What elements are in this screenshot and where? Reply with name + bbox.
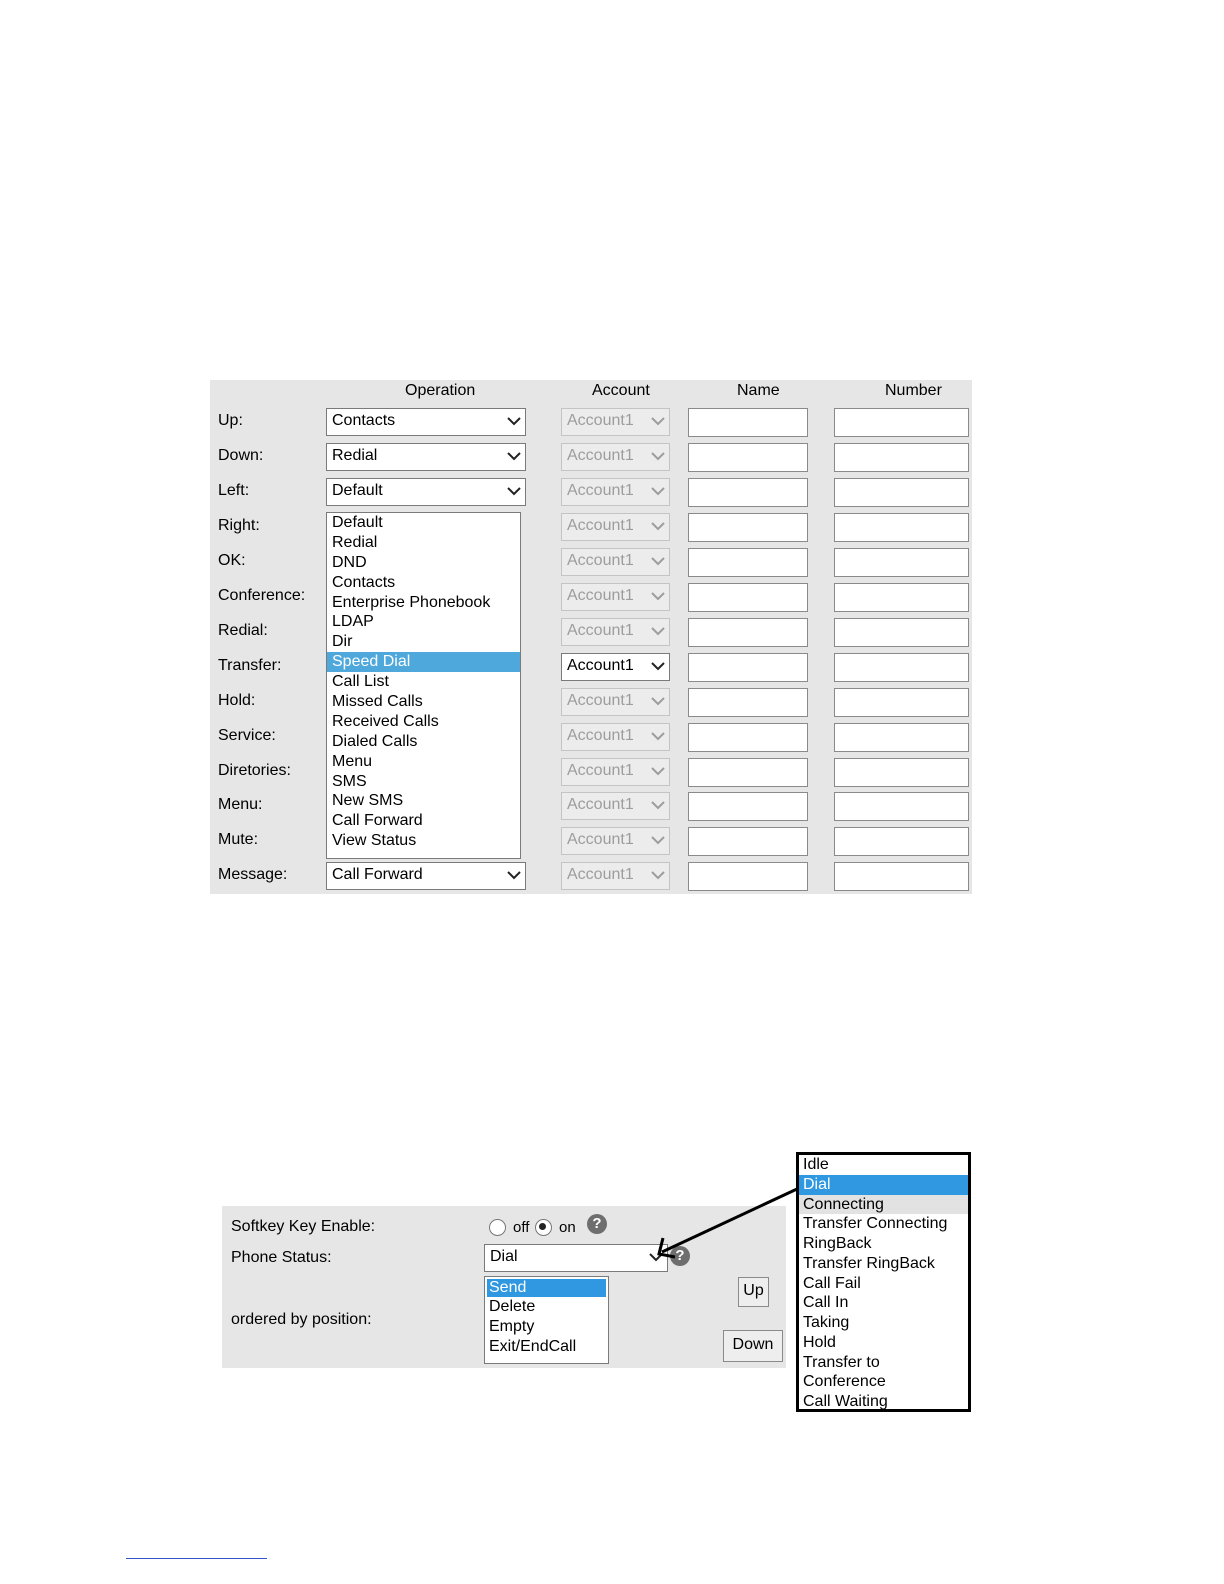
account-value: Account1	[567, 412, 634, 429]
operation-value: Contacts	[332, 412, 396, 429]
number-input[interactable]	[834, 653, 969, 682]
chevron-down-icon	[507, 870, 521, 880]
number-input[interactable]	[834, 548, 969, 577]
operation-select[interactable]	[326, 862, 526, 890]
operation-select[interactable]	[326, 443, 526, 471]
row-label: Up:	[218, 412, 243, 429]
list-option[interactable]: DND	[332, 553, 367, 571]
name-input[interactable]	[688, 688, 808, 717]
list-option[interactable]: Call List	[332, 673, 389, 691]
dsskey-config-panel	[210, 380, 972, 894]
radio-off[interactable]	[489, 1219, 506, 1236]
account-select	[561, 792, 670, 820]
list-option[interactable]: Send	[487, 1279, 606, 1297]
list-option[interactable]: Transfer RingBack	[803, 1254, 935, 1272]
account-select	[561, 548, 670, 576]
row-label: Mute:	[218, 831, 259, 849]
row-label: Left:	[218, 481, 250, 499]
account-select[interactable]	[561, 653, 670, 681]
number-input[interactable]	[834, 827, 969, 856]
list-option[interactable]: Dir	[332, 633, 353, 651]
account-value: Account1	[567, 726, 634, 744]
name-input[interactable]	[688, 478, 808, 507]
chevron-down-icon	[651, 556, 665, 566]
list-option[interactable]: Taking	[803, 1314, 850, 1331]
chevron-down-icon	[651, 731, 665, 741]
list-option[interactable]: Empty	[489, 1317, 535, 1335]
chevron-down-icon	[651, 521, 665, 531]
account-value: Account1	[567, 831, 634, 849]
account-select	[561, 862, 670, 890]
row-label: Menu:	[218, 796, 263, 814]
number-input[interactable]	[834, 688, 969, 717]
number-input[interactable]	[834, 618, 969, 647]
row-label: Transfer:	[218, 656, 282, 674]
operation-select[interactable]	[326, 478, 526, 506]
help-icon[interactable]: ?	[587, 1214, 607, 1234]
callout-arrow	[650, 1180, 810, 1280]
account-select	[561, 723, 670, 751]
chevron-down-icon	[651, 696, 665, 706]
chevron-down-icon	[651, 870, 665, 880]
name-input[interactable]	[688, 583, 808, 612]
phone-status-select[interactable]	[484, 1244, 668, 1272]
name-input[interactable]	[688, 548, 808, 577]
row-label: Right:	[218, 516, 260, 534]
list-option[interactable]: Transfer to	[803, 1353, 880, 1371]
list-option[interactable]: Default	[332, 514, 383, 531]
name-input[interactable]	[688, 513, 808, 542]
chevron-down-icon	[651, 451, 665, 461]
number-input[interactable]	[834, 408, 969, 437]
account-value: Account1	[567, 481, 634, 499]
chevron-down-icon	[507, 486, 521, 496]
list-option[interactable]: Conference	[803, 1373, 886, 1391]
radio-on[interactable]	[535, 1219, 552, 1236]
operation-value: Call Forward	[332, 866, 423, 884]
list-option[interactable]: Received Calls	[332, 712, 439, 730]
account-value: Account1	[567, 621, 634, 639]
list-option[interactable]: Hold	[803, 1333, 836, 1351]
account-select	[561, 443, 670, 471]
up-button[interactable]: Up	[738, 1277, 769, 1307]
account-value: Account1	[567, 761, 634, 779]
account-value: Account1	[567, 656, 634, 674]
name-input[interactable]	[688, 443, 808, 472]
name-input[interactable]	[688, 792, 808, 821]
number-input[interactable]	[834, 583, 969, 612]
header-account: Account	[592, 382, 650, 399]
number-input[interactable]	[834, 478, 969, 507]
row-label: Hold:	[218, 691, 256, 709]
chevron-down-icon	[651, 835, 665, 845]
down-button[interactable]: Down	[723, 1330, 783, 1362]
row-label: Diretories:	[218, 761, 291, 779]
list-option[interactable]: Call In	[803, 1294, 849, 1312]
account-select	[561, 827, 670, 855]
list-option[interactable]: Contacts	[332, 573, 396, 591]
help-icon[interactable]: ?	[670, 1246, 690, 1266]
phone-status-value: Dial	[490, 1248, 518, 1265]
account-select	[561, 583, 670, 611]
account-select	[561, 688, 670, 716]
list-option[interactable]: Dial	[799, 1175, 968, 1195]
number-input[interactable]	[834, 513, 969, 542]
list-option[interactable]: Call Fail	[803, 1274, 861, 1292]
row-label: Redial:	[218, 621, 268, 639]
number-input[interactable]	[834, 792, 969, 821]
chevron-down-icon	[507, 416, 521, 426]
row-label: Service:	[218, 726, 276, 744]
chevron-down-icon	[651, 591, 665, 601]
name-input[interactable]	[688, 862, 808, 891]
name-input[interactable]	[688, 653, 808, 682]
account-value: Account1	[567, 796, 634, 814]
operation-value: Redial	[332, 446, 378, 464]
list-option[interactable]: Redial	[332, 533, 378, 551]
row-label: Down:	[218, 446, 264, 464]
account-value: Account1	[567, 691, 634, 709]
list-option[interactable]: Speed Dial	[327, 652, 520, 672]
list-option[interactable]: Menu	[332, 752, 373, 770]
chevron-down-icon	[651, 766, 665, 776]
row-label: Conference:	[218, 586, 306, 604]
list-option[interactable]: Connecting	[799, 1195, 968, 1215]
operation-select[interactable]	[326, 408, 526, 436]
account-value: Account1	[567, 586, 634, 604]
chevron-down-icon	[651, 661, 665, 671]
account-value: Account1	[567, 446, 634, 464]
chevron-down-icon	[651, 416, 665, 426]
operation-dropdown-list[interactable]	[326, 512, 521, 859]
account-value: Account1	[567, 516, 634, 534]
name-input[interactable]	[688, 827, 808, 856]
footnote-rule	[126, 1558, 267, 1559]
chevron-down-icon	[651, 486, 665, 496]
account-value: Account1	[567, 551, 634, 569]
name-input[interactable]	[688, 723, 808, 752]
number-input[interactable]	[834, 443, 969, 472]
list-option[interactable]: View Status	[332, 832, 417, 850]
account-select	[561, 478, 670, 506]
list-option[interactable]: Transfer Connecting	[803, 1215, 948, 1233]
list-option[interactable]: Call Forward	[332, 812, 423, 830]
account-select	[561, 618, 670, 646]
header-operation: Operation	[405, 382, 476, 399]
header-number: Number	[885, 382, 942, 399]
phone-status-label: Phone Status:	[231, 1249, 332, 1266]
list-option[interactable]: Idle	[803, 1156, 829, 1173]
header-name: Name	[737, 382, 780, 399]
list-option[interactable]: Enterprise Phonebook	[332, 593, 491, 611]
number-input[interactable]	[834, 862, 969, 891]
radio-on-dot	[539, 1223, 546, 1230]
chevron-down-icon	[507, 451, 521, 461]
list-option[interactable]: Dialed Calls	[332, 732, 418, 750]
list-option[interactable]: Exit/EndCall	[489, 1337, 577, 1355]
row-label: Message:	[218, 866, 288, 884]
radio-on-label: on	[559, 1219, 576, 1236]
list-option[interactable]: SMS	[332, 772, 367, 790]
position-list[interactable]	[484, 1276, 609, 1364]
ordered-by-position-label: ordered by position:	[231, 1311, 372, 1328]
softkey-enable-label: Softkey Key Enable:	[231, 1218, 376, 1235]
account-select	[561, 758, 670, 786]
operation-value: Default	[332, 481, 383, 499]
phone-status-dropdown-list[interactable]	[796, 1152, 971, 1412]
list-option[interactable]: Call Waiting	[803, 1393, 888, 1410]
account-select	[561, 408, 670, 436]
chevron-down-icon	[651, 626, 665, 636]
account-value: Account1	[567, 866, 634, 884]
number-input[interactable]	[834, 758, 969, 787]
list-option[interactable]: LDAP	[332, 613, 374, 631]
name-input[interactable]	[688, 618, 808, 647]
list-option[interactable]: RingBack	[803, 1235, 872, 1252]
list-option[interactable]: Missed Calls	[332, 693, 423, 711]
row-label: OK:	[218, 551, 246, 569]
name-input[interactable]	[688, 758, 808, 787]
number-input[interactable]	[834, 723, 969, 752]
list-option[interactable]: New SMS	[332, 792, 404, 810]
account-select	[561, 513, 670, 541]
radio-off-label: off	[513, 1219, 530, 1236]
chevron-down-icon	[651, 800, 665, 810]
name-input[interactable]	[688, 408, 808, 437]
list-option[interactable]: Delete	[489, 1298, 536, 1315]
